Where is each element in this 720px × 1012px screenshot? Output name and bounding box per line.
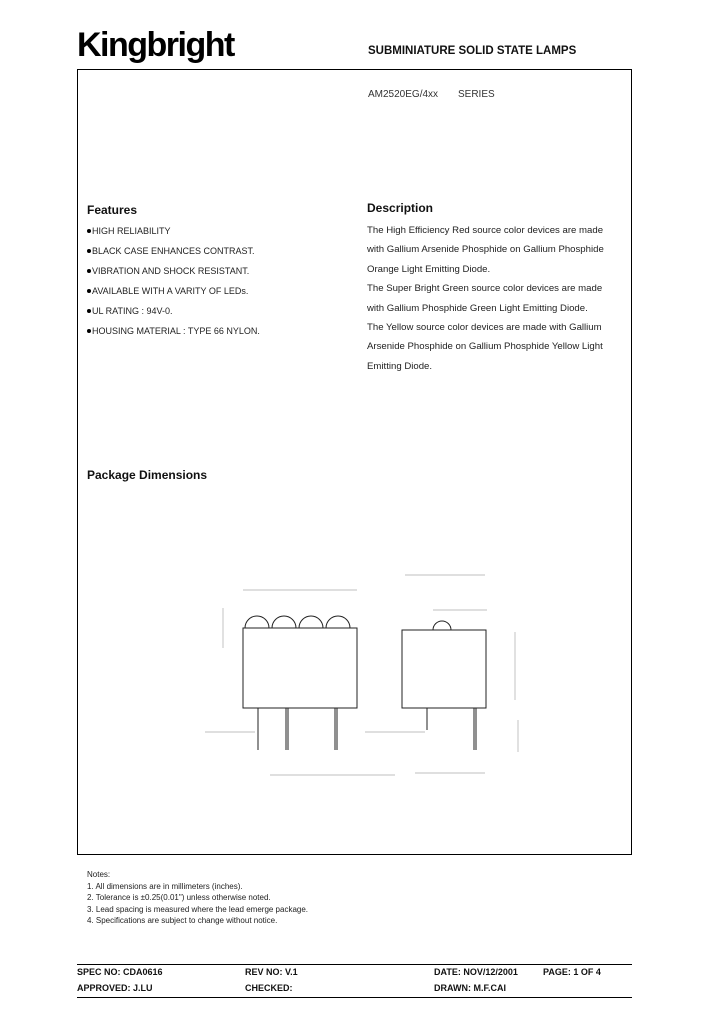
bullet-icon [87,289,91,293]
description-line: Emitting Diode. [367,360,433,372]
features-list [87,226,260,346]
package-dimensions-heading: Package Dimensions [87,468,208,482]
description-heading: Description [367,201,434,215]
bullet-icon [87,229,91,233]
note-item: 3. Lead spacing is measured where the lead emerge package. [87,904,309,914]
description-text [367,221,629,376]
part-number: AM2520EG/4xx [368,89,439,100]
list-item: HOUSING MATERIAL : TYPE 66 NYLON. [87,326,260,337]
lens-dome-2 [272,616,296,628]
front-view-body [243,628,357,708]
package-dimensions-drawing [195,560,535,785]
bullet-icon [87,269,91,273]
note-item: 1. All dimensions are in millimeters (inches). [87,881,243,891]
list-item: HIGH RELIABILITY [87,226,260,237]
document-title: SUBMINIATURE SOLID STATE LAMPS [368,45,577,57]
lens-dome-4 [326,616,350,628]
notes-block [87,869,308,927]
frame-divider [77,854,632,855]
list-item: VIBRATION AND SHOCK RESISTANT. [87,266,260,277]
description-line: with Gallium Arsenide Phosphide on Gallium Phosphide [367,244,604,256]
header-rule [77,69,632,70]
bullet-icon [87,249,91,253]
description-line: The High Efficiency Red source color devices are made [367,225,604,236]
description-line: Arsenide Phosphide on Gallium Phosphide Yellow Light [367,341,603,353]
document-date: DATE: NOV/12/2001 [434,967,518,977]
checked-by: CHECKED: [245,983,293,993]
note-item: 2. Tolerance is ±0.25(0.01") unless otherwise noted. [87,893,271,902]
dimension-lines [205,575,518,775]
description-line: The Super Bright Green source color devices are made [367,283,603,295]
page-number: PAGE: 1 OF 4 [543,967,601,977]
features-heading: Features [87,203,138,217]
description-line: with Gallium Phosphide Green Light Emitting Diode. [367,302,588,314]
note-item: 4. Specifications are subject to change without notice. [87,916,278,925]
side-view-body [402,630,486,708]
spec-number: SPEC NO: CDA0616 [77,967,163,977]
list-item: BLACK CASE ENHANCES CONTRAST. [87,246,260,257]
lens-dome-1 [245,616,269,628]
side-lens-dome [433,621,451,630]
kingbright-logo: Kingbright [77,26,234,64]
series-label: SERIES [458,89,495,100]
bullet-icon [87,329,91,333]
frame-right-border [631,69,632,854]
notes-title: Notes: [87,870,111,879]
footer-rule [77,964,632,965]
lens-dome-3 [299,616,323,628]
revision-number: REV NO: V.1 [245,967,298,977]
bullet-icon [87,309,91,313]
description-line: Orange Light Emitting Diode. [367,263,491,275]
list-item: UL RATING : 94V-0. [87,306,260,317]
footer-bottom-rule [77,997,632,998]
list-item: AVAILABLE WITH A VARITY OF LEDs. [87,286,260,297]
frame-left-border [77,69,78,854]
description-line: The Yellow source color devices are made with Gallium [367,322,602,334]
drawn-by: DRAWN: M.F.CAI [434,983,506,993]
approved-by: APPROVED: J.LU [77,983,153,993]
